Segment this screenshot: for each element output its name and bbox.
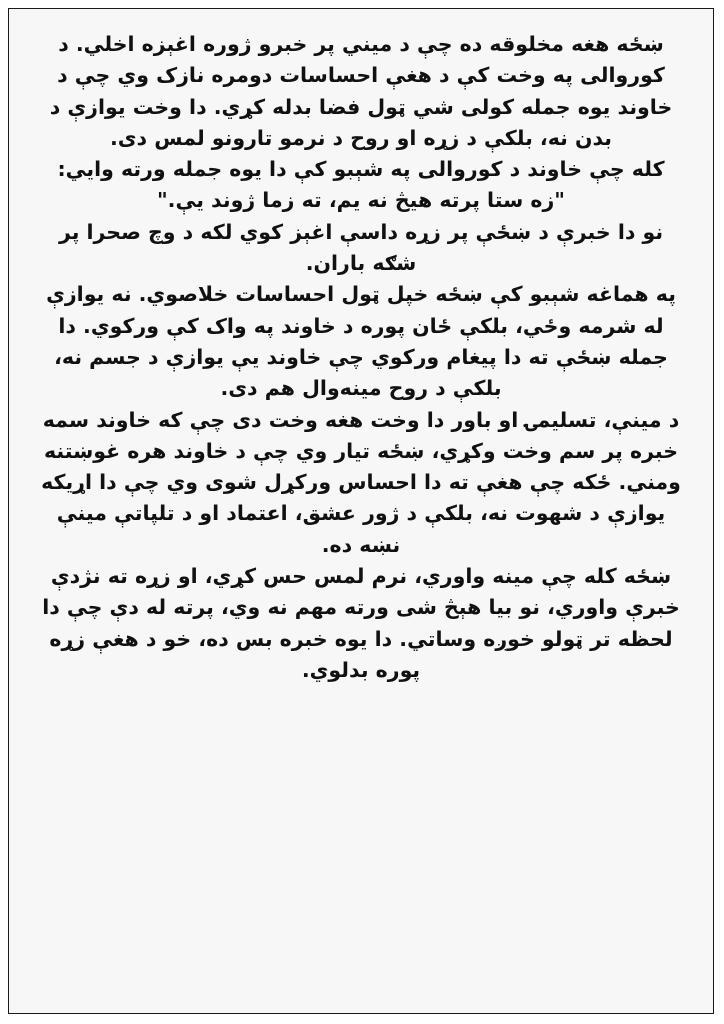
paragraph-feelings: په هماغه شېبو کې ښځه خپل ټول احساسات خلاصوي. نه یوازې له شرمه وځي، بلکې ځان پوره د خاوند په واک کې ورکوي. دا جمله ښځې ته دا پیغام ورکوي چې خاوند یې یوازې د جسم نه، بلکې د روح مینه‌وال هم دی. (46, 282, 676, 401)
paragraph-intro: ښځه هغه مخلوقه ده چې د میني پر خبرو ژوره اغېزه اخلي. د کوروالی په وخت کې د هغې احساسات دومره نازک وي چې د خاوند یوه جمله کولی شي ټول فضا بدله کړي. دا وخت یوازې د بدن نه، بلکې د زړه او روح د نرمو تارونو لمس دی. (49, 32, 673, 150)
quote-line: "زه ستا پرته هیڅ نه یم، ته زما ژوند یې." (157, 188, 565, 213)
paragraph-trust: د مینې، تسلیمۍ او باور دا وخت هغه وخت دی چې که خاوند سمه خبره پر سم وخت وکړي، ښځه تیار وي چې د خاوند هره غوښتنه ومني. ځکه چې هغې ته دا احساس ورکړل شوی وي چې دا اړیکه یوازې د شهوت نه، بلکې د ژور عشق، اعتماد او د تلپاتې مینې نښه ده. (41, 407, 681, 557)
paragraph-husband-says: کله چې خاوند د کوروالی په شېبو کې دا یوه جمله ورته وایي: (57, 157, 665, 182)
document-body (35, 29, 687, 686)
paragraph-rain-simile: نو دا خبرې د ښځې پر زړه داسې اغېز کوي لکه د وچ صحرا پر شګه باران. (58, 219, 664, 276)
paragraph-conclusion: ښځه کله چې مینه واوري، نرم لمس حس کړي، او زړه ته نژدې خبرې واوري، نو بیا هېڅ شی ورته مهم نه وي، پرته له دې چې دا لحظه تر ټولو خوږه وساتي. دا یوه خبره بس ده، خو د هغې زړه پوره بدلوي. (42, 564, 680, 682)
page-frame (8, 8, 714, 1014)
